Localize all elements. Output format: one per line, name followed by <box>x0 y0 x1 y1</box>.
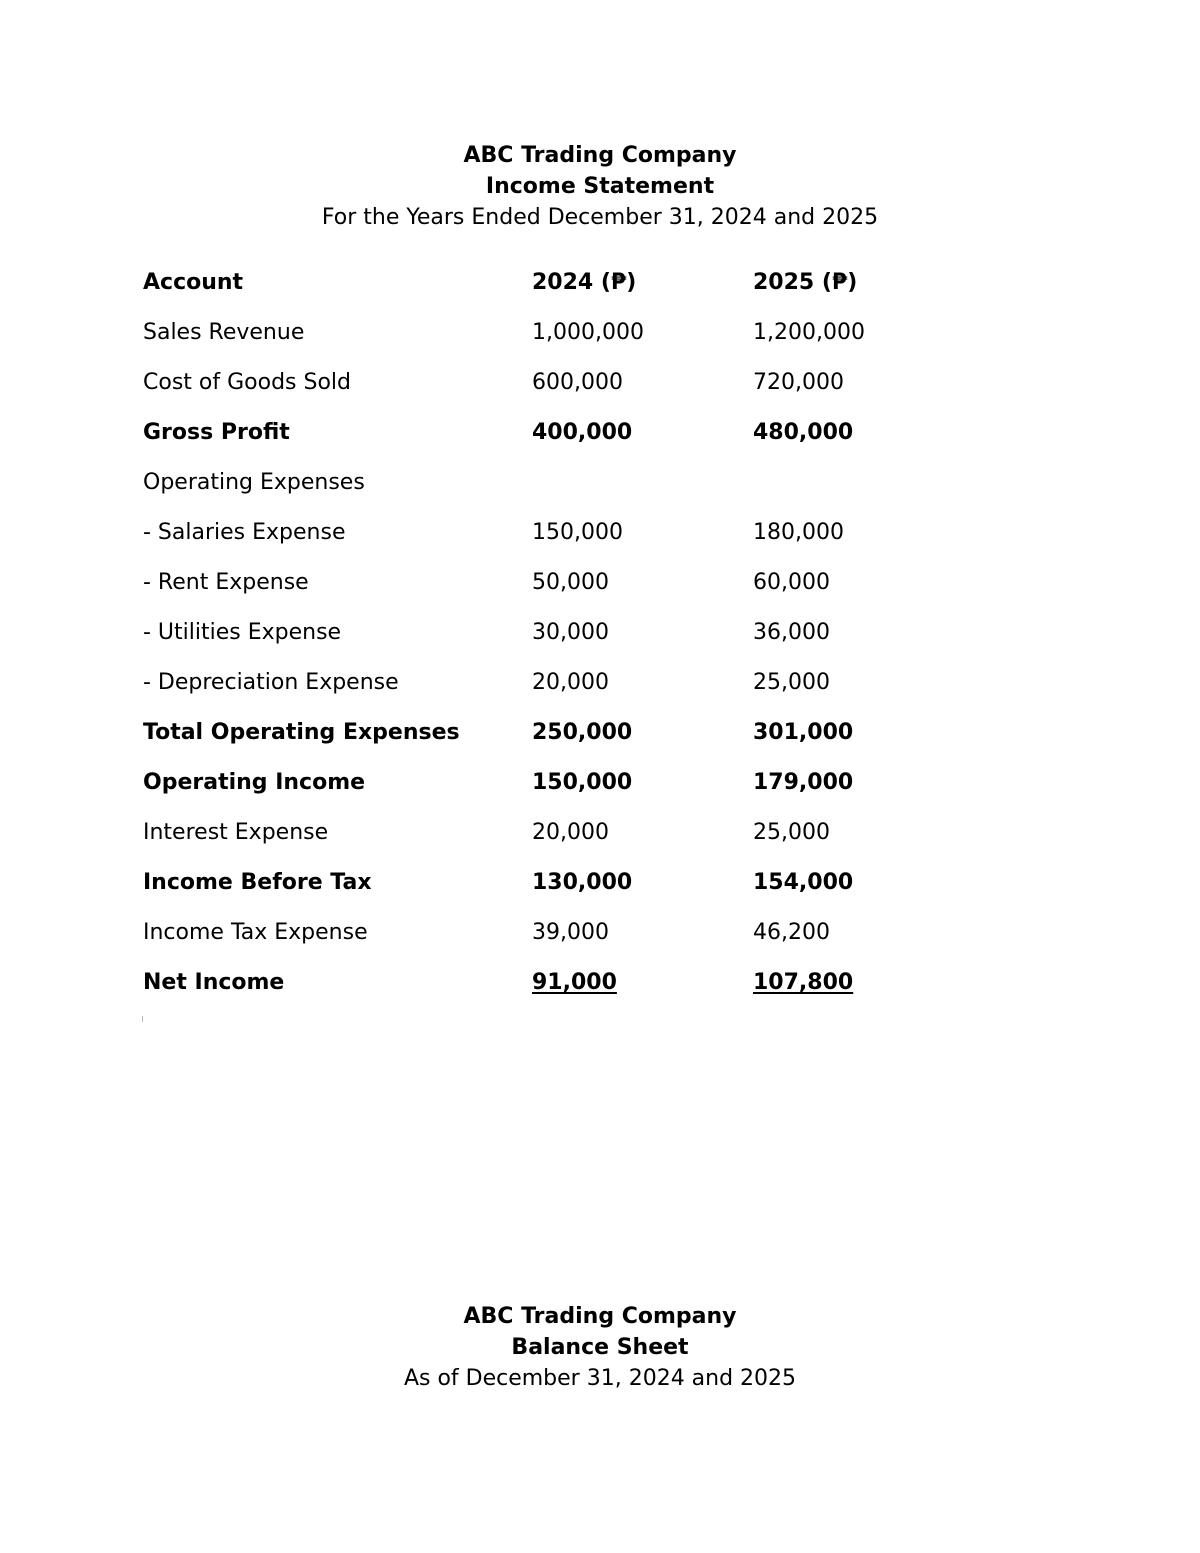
table-row <box>143 559 923 609</box>
company-name: ABC Trading Company <box>463 1304 737 1329</box>
row-value-2025: 25,000 <box>753 670 830 695</box>
row-account: Sales Revenue <box>143 320 305 345</box>
row-value-2024: 1,000,000 <box>532 320 644 345</box>
row-value-2025: 60,000 <box>753 570 830 595</box>
row-value-2025: 480,000 <box>753 420 854 445</box>
table-row-subtotal <box>143 759 923 809</box>
row-value-2025: 179,000 <box>753 770 854 795</box>
row-value-2025: 154,000 <box>753 870 854 895</box>
row-account: - Depreciation Expense <box>143 670 399 695</box>
table-row-section <box>143 459 923 509</box>
table-row-subtotal <box>143 709 923 759</box>
row-value-2024: 30,000 <box>532 620 609 645</box>
statement-period: For the Years Ended December 31, 2024 and 2025 <box>321 205 879 230</box>
row-value-2025: 1,200,000 <box>753 320 865 345</box>
table-row <box>143 659 923 709</box>
row-account: - Salaries Expense <box>143 520 346 545</box>
row-value-2025: 720,000 <box>753 370 844 395</box>
row-account: Operating Income <box>143 770 366 795</box>
balance-sheet-heading <box>0 1301 1200 1394</box>
row-account: Cost of Goods Sold <box>143 370 351 395</box>
row-account: Income Before Tax <box>143 870 372 895</box>
statement-title: Income Statement <box>485 174 715 199</box>
column-header-account: Account <box>143 270 244 295</box>
row-value-2024: 250,000 <box>532 720 633 745</box>
column-header-2025: 2025 (₱) <box>753 270 858 295</box>
row-account: Gross Profit <box>143 420 290 445</box>
table-row <box>143 309 923 359</box>
statement-title: Balance Sheet <box>511 1335 689 1360</box>
table-row <box>143 509 923 559</box>
row-value-2025: 301,000 <box>753 720 854 745</box>
table-row <box>143 809 923 859</box>
table-header-row <box>143 259 923 309</box>
row-value-2024: 130,000 <box>532 870 633 895</box>
row-value-2024: 50,000 <box>532 570 609 595</box>
row-value-2024: 150,000 <box>532 770 633 795</box>
company-name: ABC Trading Company <box>463 143 737 168</box>
row-value-2025: 36,000 <box>753 620 830 645</box>
row-account: - Rent Expense <box>143 570 309 595</box>
row-value-2025: 46,200 <box>753 920 830 945</box>
row-value-2024: 20,000 <box>532 820 609 845</box>
income-statement-heading <box>0 140 1200 233</box>
row-account: Total Operating Expenses <box>143 720 460 745</box>
cursor-mark <box>142 1016 143 1022</box>
row-account: - Utilities Expense <box>143 620 342 645</box>
row-value-2025: 180,000 <box>753 520 844 545</box>
row-account: Operating Expenses <box>143 470 365 495</box>
row-account: Income Tax Expense <box>143 920 368 945</box>
row-value-2024: 39,000 <box>532 920 609 945</box>
table-row <box>143 909 923 959</box>
row-account: Interest Expense <box>143 820 329 845</box>
table-row <box>143 609 923 659</box>
table-row-subtotal <box>143 859 923 909</box>
statement-period: As of December 31, 2024 and 2025 <box>403 1366 797 1391</box>
row-value-2024: 150,000 <box>532 520 623 545</box>
column-header-2024: 2024 (₱) <box>532 270 637 295</box>
row-value-2025: 25,000 <box>753 820 830 845</box>
row-account: Net Income <box>143 970 285 995</box>
table-row <box>143 359 923 409</box>
table-row-net-income <box>143 959 923 1009</box>
income-statement-table <box>143 259 923 1009</box>
net-income-2025: 107,800 <box>753 970 854 995</box>
row-value-2024: 20,000 <box>532 670 609 695</box>
table-row-subtotal <box>143 409 923 459</box>
net-income-2024: 91,000 <box>532 970 617 995</box>
row-value-2024: 400,000 <box>532 420 633 445</box>
row-value-2024: 600,000 <box>532 370 623 395</box>
